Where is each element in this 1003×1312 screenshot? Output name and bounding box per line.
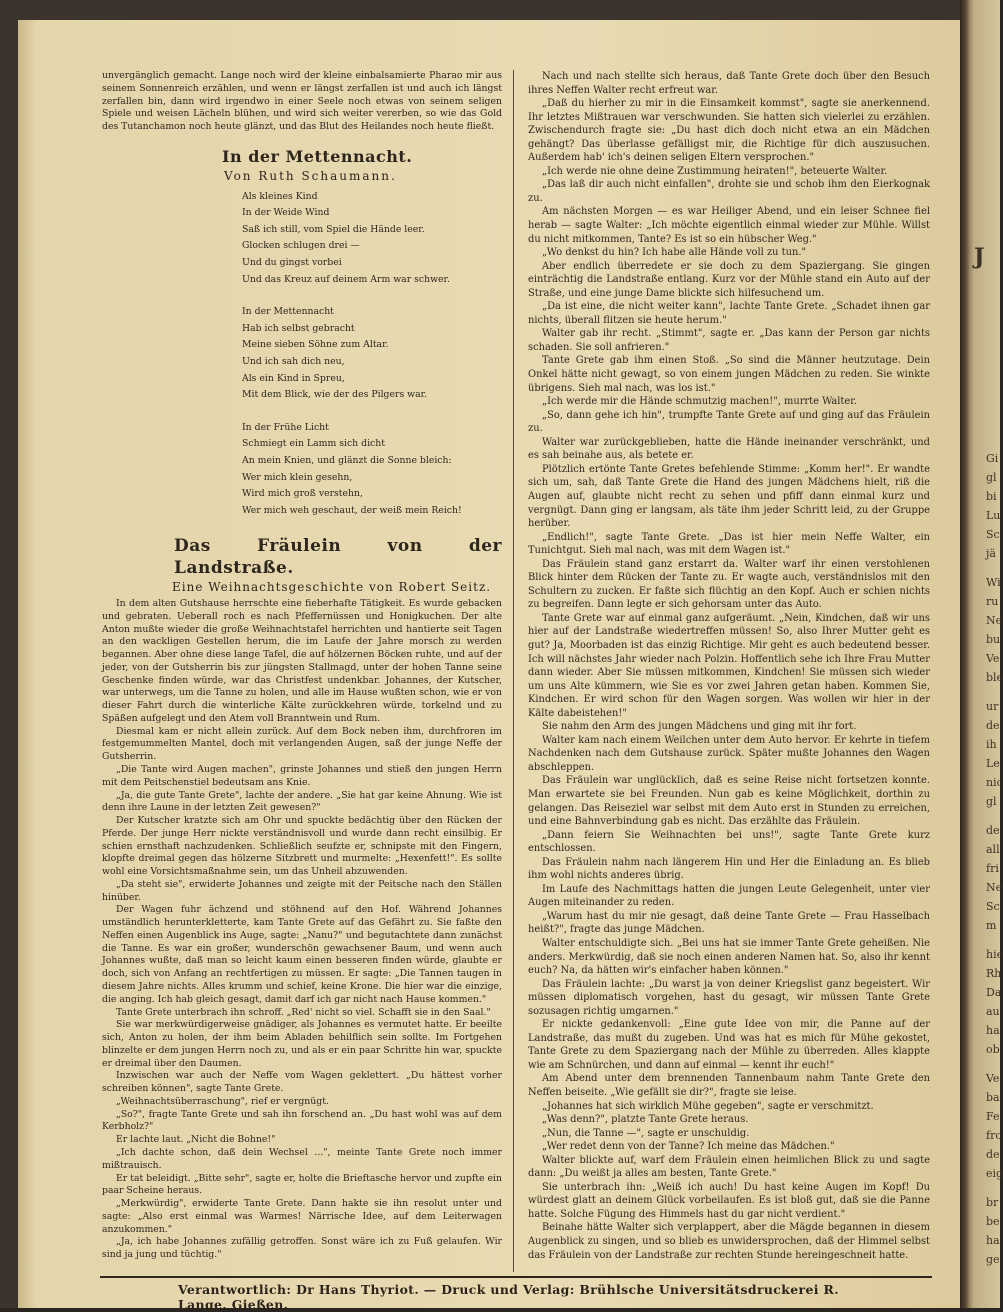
- poem-line: In der Mettennacht: [242, 306, 334, 318]
- story-paragraph: Das Fräulein lachte: „Du warst ja von deiner Kriegslist ganz begeistert. Wir müssen diplomatisch vorgehen, hast du gesagt, wir müssen Tante Grete sozusagen richtig umgarnen.": [528, 978, 930, 1017]
- poem-line: Als ein Kind in Spreu,: [242, 372, 345, 384]
- story-paragraph: „Dann feiern Sie Weihnachten bei uns!", sagte Tante Grete kurz entschlossen.: [528, 829, 930, 855]
- right-column: [528, 70, 930, 1262]
- story-paragraph: Am nächsten Morgen — es war Heiliger Abend, und ein leiser Schnee fiel herab — sagte Walter: „Ich möchte eigentlich einmal wieder zur Mühle. Willst du nicht mitkommen, Tante? Es ist so ein hübscher Weg.": [528, 206, 930, 245]
- story-paragraph: „So, dann gehe ich hin", trumpfte Tante Grete auf und ging auf das Fräulein zu.: [528, 409, 930, 435]
- story-body-right: [528, 70, 930, 1262]
- story-paragraph: „Johannes hat sich wirklich Mühe gegeben", sagte er verschmitzt.: [542, 1100, 874, 1112]
- right-page-fragment: Lu: [986, 509, 1001, 522]
- story-paragraph: Tante Grete gab ihm einen Stoß. „So sind die Männer heutzutage. Dein Onkel hätte nicht gewagt, so von einem jungen Mädchen zu reden. Sie winkte übrigens. Sieh mal nach, was los ist.": [528, 355, 930, 394]
- right-page-fragment: ur: [986, 700, 999, 713]
- poem-line: Und du gingst vorbei: [242, 256, 342, 268]
- story-paragraph: Inzwischen war auch der Neffe vom Wagen geklettert. „Du hättest vorher schreiben können", sagte Tante Grete.: [102, 1070, 502, 1095]
- poem-title: In der Mettennacht.: [222, 146, 413, 166]
- poem-line: In der Weide Wind: [242, 207, 330, 219]
- poem-line: Als kleines Kind: [242, 190, 318, 202]
- story-paragraph: Walter gab ihr recht. „Stimmt", sagte er. „Das kann der Person gar nichts schaden. Sie soll anfrieren.": [528, 328, 930, 353]
- story-paragraph: „Nun, die Tanne —", sagte er unschuldig.: [542, 1127, 750, 1139]
- story-paragraph: „Warum hast du mir nie gesagt, daß deine Tante Grete — Frau Hasselbach heißt?", fragte das junge Mädchen.: [528, 910, 930, 936]
- story-paragraph: Sie unterbrach ihn: „Weiß ich auch! Du hast keine Augen im Kopf! Du würdest glatt an deinem Glück vorbeilaufen. Es ist bloß gut, daß sie die Panne hatte. Solche Fügung des Himmels hast du gar nicht verdient.": [528, 1181, 930, 1220]
- poem-line: Und das Kreuz auf deinem Arm war schwer.: [242, 273, 450, 285]
- right-page-fragment: hie: [986, 948, 1003, 961]
- right-page-fragment: jä: [986, 547, 996, 560]
- right-page-fragment: fro: [986, 1129, 1002, 1142]
- right-page-fragment: ge: [986, 1253, 1000, 1266]
- right-page-fragment: ih: [986, 738, 997, 751]
- right-page-fragment: ble: [986, 671, 1003, 684]
- story-paragraph: Das Fräulein war unglücklich, daß es seine Reise nicht fortsetzen konnte. Man erwartete sie bei Freunden. Nun gab es keine Möglichkeit, dorthin zu gelangen. Das Reiseziel war selbst mit dem Auto erst in Stunden zu erreichen, und eine Bahnverbindung gab es nicht. Das erzählte das Fräulein.: [528, 775, 930, 828]
- story-byline: Eine Weihnachtsgeschichte von Robert Seitz.: [172, 580, 492, 595]
- right-page-fragment: ha: [986, 1024, 1000, 1037]
- right-page-fragment: ru: [986, 595, 999, 608]
- right-page-fragment: de: [986, 1148, 1000, 1161]
- story-paragraph: Er nickte gedankenvoll: „Eine gute Idee von mir, die Panne auf der Landstraße, das mußt du zugeben. Und was hat es mich für Mühe gekostet, Tante Grete zu dem Spaziergang nach der Mühle zu überreden. Alles klappte wie am Schnürchen, und dann auf einmal — kennt ihr euch!": [528, 1019, 930, 1071]
- story-paragraph: „Ja, die gute Tante Grete", lachte der andere. „Sie hat gar keine Ahnung. Wie ist denn ihre Laune in der letzten Zeit gewesen?": [102, 789, 502, 814]
- story-paragraph: „Endlich!", sagte Tante Grete. „Das ist hier mein Neffe Walter, ein Tunichtgut. Sieh mal nach, was mit dem Wagen ist.": [528, 531, 930, 557]
- right-page-fragment: Ne: [986, 614, 1003, 627]
- footer-rule: [100, 1276, 932, 1278]
- poem-byline: Von Ruth Schaumann.: [224, 168, 397, 183]
- story-title: Das Fräulein von der Landstraße.: [174, 536, 502, 579]
- right-page-fragment: bu: [986, 633, 1001, 646]
- right-page-edge: [972, 0, 1003, 1308]
- story-paragraph: Plötzlich ertönte Tante Gretes befehlende Stimme: „Komm her!". Er wandte sich um, sah, daß Tante Grete die Hand des jungen Mädchens hielt, riß die Augen auf, glaubte nicht recht zu sehen und pfiff dann einmal kurz und vergnügt. Dann ging er langsam, als täte ihm jeder Schritt leid, zu der Gruppe herüber.: [528, 463, 930, 530]
- story-paragraph: Der Kutscher kratzte sich am Ohr und spuckte bedächtig über den Rücken der Pferde. Der junge Herr nickte verständnisvoll und wurde dann recht einsilbig. Er schien ernsthaft nachzudenken. Schließlich seufzte er, schnipste mit den Fingern, klopfte dreimal gegen das hölzerne Sitzbrett und murmelte: „Hexenfett!". Es sollte wohl eine Vorsichtsmaßnahme sein, um das Unheil abzuwenden.: [102, 815, 502, 878]
- right-page-fragment: gl: [986, 471, 997, 484]
- story-paragraph: Walter kam nach einem Weilchen unter dem Auto hervor. Er kehrte in tiefem Nachdenken nach dem Gutshause zurück. Später mußte Johannes den Wagen abschleppen.: [528, 734, 930, 773]
- story-paragraph: „Was denn?", platzte Tante Grete heraus.: [542, 1114, 749, 1126]
- imprint-footer: Verantwortlich: Dr Hans Thyriot. — Druck und Verlag: Brühlsche Universitätsdruckerei R. Lange, Gießen.: [178, 1282, 839, 1312]
- right-page-fragment: Sc: [986, 900, 1000, 913]
- poem-line: Glocken schlugen drei —: [242, 240, 360, 252]
- story-paragraph: „Da steht sie", erwiderte Johannes und zeigte mit der Peitsche nach den Ställen hinüber.: [102, 878, 502, 903]
- story-paragraph: Tante Grete unterbrach ihn schroff. „Red' nicht so viel. Schafft sie in den Saal.": [116, 1006, 491, 1018]
- column-divider: [513, 70, 514, 1272]
- poem: [242, 189, 502, 520]
- story-paragraph: Sie nahm den Arm des jungen Mädchens und ging mit ihr fort.: [542, 721, 857, 733]
- right-page-fragment: eig: [986, 1167, 1003, 1180]
- right-page-fragment: ba: [986, 1091, 1000, 1104]
- right-page-fragment: ha: [986, 1234, 1000, 1247]
- right-page-fragment: de: [986, 719, 1000, 732]
- story-paragraph: Tante Grete war auf einmal ganz aufgeräumt. „Nein, Kindchen, daß wir uns hier auf der Landstraße wiedertreffen müssen! So, also Ihrer Mutter geht es gut? Ja, Moorbaden ist das einzig Richtige. Mir geht es auch bedeutend besser. Ich will nächstes Jahr wieder nach Polzin. Hoffentlich sehe ich Ihre Frau Mutter dann wieder. Aber Sie müssen mitkommen, Kindchen! Sie müssen sich wieder um uns Alte kümmern, wie Sie es vor zwei Jahren getan haben. Kommen Sie, Kindchen. Er wird schon für den Wagen sorgen. Was wollen wir hier in der Kälte dabeistehen!": [528, 612, 930, 719]
- story-paragraph: Beinahe hätte Walter sich verplappert, aber die Mägde begannen in diesem Augenblick zu singen, und so blieb es unwidersprochen, daß der Himmel selbst das Fräulein von der Landstraße zur rechten Stunde hereingeschneit hatte.: [528, 1222, 930, 1261]
- story-paragraph: „Wer redet denn von der Tanne? Ich meine das Mädchen.": [542, 1141, 835, 1153]
- story-paragraph: Walter entschuldigte sich. „Bei uns hat sie immer Tante Grete geheißen. Nie anders. Merkwürdig, daß sie noch einen anderen Namen hat. So, also ihr kennt euch? Na, da hätten wir's einfacher haben können.": [528, 938, 930, 977]
- story-paragraph: Sie war merkwürdigerweise gnädiger, als Johannes es vermutet hatte. Er beeilte sich, Anton zu holen, der ihm beim Abladen behilflich sein sollte. Im Fortgehen blinzelte er dem jungen Herrn noch zu, und als er ein paar Schritte hin war, spuckte er dreimal über den Daumen.: [102, 1019, 502, 1069]
- story-paragraph: In dem alten Gutshause herrschte eine fieberhafte Tätigkeit. Es wurde gebacken und gebraten. Ueberall roch es nach Pfeffernüssen und Honigkuchen. Der alte Anton mußte wieder die große Weihnachtstafel herrichten und hantierte seit Tagen an den wackligen Gestellen herum, die im Laufe der Jahre morsch zu werden begannen. Aber ohne diese lange Tafel, die auf hölzernen Böcken ruhte, und auf der jeder, von der Gutsherrin bis zur jüngsten Stallmagd, unter der hohen Tanne seine Geschenke finden würde, war das Christfest undenkbar. Johannes, der Kutscher, war unterwegs, um die Tanne zu holen, und alle im Hause wußten schon, wie er von dieser Fahrt durch die winterliche Kälte zurückkehren würde, torkelnd und zu Späßen aufgelegt und den Atem voll Branntwein und Rum.: [102, 598, 502, 724]
- story-paragraph: Diesmal kam er nicht allein zurück. Auf dem Bock neben ihm, durchfroren im festgemummelten Mantel, doch mit verlangenden Augen, saß der junge Neffe der Gutsherrin.: [102, 725, 502, 763]
- right-page-fragment: all: [986, 843, 1000, 856]
- story-paragraph: „Ich werde nie ohne deine Zustimmung heiraten!", beteuerte Walter.: [542, 165, 888, 177]
- story-paragraph: „Da ist eine, die nicht weiter kann", lachte Tante Grete. „Schadet ihnen gar nichts, überall flitzen sie heute herum.": [528, 301, 930, 326]
- story-paragraph: Am Abend unter dem brennenden Tannenbaum nahm Tante Grete den Neffen beiseite. „Wie gefällt sie dir?", fragte sie leise.: [528, 1073, 930, 1099]
- right-page-fragment: bi: [986, 490, 997, 503]
- left-column: [102, 70, 502, 1262]
- right-page-fragment: Ne: [986, 881, 1003, 894]
- poem-line: An mein Knien, und glänzt die Sonne bleich:: [242, 454, 452, 466]
- story-paragraph: Er tat beleidigt. „Bitte sehr", sagte er, holte die Brieftasche hervor und zupfte ein paar Scheine heraus.: [102, 1172, 502, 1197]
- story-paragraph: „Wo denkst du hin? Ich habe alle Hände voll zu tun.": [542, 247, 807, 259]
- right-page-fragment: ob: [986, 1043, 1000, 1056]
- right-page-fragment: J: [974, 244, 985, 270]
- poem-line: Hab ich selbst gebracht: [242, 322, 355, 334]
- poem-line: Wer mich weh geschaut, der weiß mein Reich!: [242, 504, 462, 516]
- poem-line: Saß ich still, vom Spiel die Hände leer.: [242, 223, 425, 235]
- story-paragraph: Das Fräulein stand ganz erstarrt da. Walter warf ihr einen verstohlenen Blick hinter dem Rücken der Tante zu. Er wagte auch, verständnislos mit den Schultern zu zucken. Er faßte sich flüchtig an den Kopf. Auch er schien nichts zu begreifen. Dann legte er sich gehorsam unter das Auto.: [528, 558, 930, 611]
- story-paragraph: „Daß du hierher zu mir in die Einsamkeit kommst", sagte sie anerkennend. Ihr letztes Mißtrauen war verschwunden. Sie hatten sich vielerlei zu erzählen. Zwischendurch fragte sie: „Du hast dich doch nicht etwa an ein Mädchen gehängt? Das überlasse gefälligst mir, die Richtige für dich auszusuchen. Außerdem hab' ich's deinen seligen Eltern versprochen.": [528, 98, 930, 164]
- right-page-fragment: Rh: [986, 967, 1002, 980]
- right-page-fragment: be: [986, 1215, 1000, 1228]
- story-paragraph: „Das laß dir auch nicht einfallen", drohte sie und schob ihm den Eierkognak zu.: [528, 179, 930, 204]
- story-paragraph: „Ja, ich habe Johannes zufällig getroffen. Sonst wäre ich zu Fuß gelaufen. Wir sind ja jung und tüchtig.": [102, 1236, 502, 1261]
- right-page-fragment: Da: [986, 986, 1002, 999]
- story-paragraph: „Weihnachtsüberraschung", rief er vergnügt.: [116, 1095, 329, 1107]
- right-page-fragment: nic: [986, 776, 1003, 789]
- poem-stanza-1: [242, 189, 502, 289]
- story-paragraph: „Die Tante wird Augen machen", grinste Johannes und stieß den jungen Herrn mit dem Peitschenstiel bedeutsam ans Knie.: [102, 764, 502, 788]
- poem-line: Wer mich klein gesehn,: [242, 471, 353, 483]
- story-paragraph: Aber endlich überredete er sie doch zu dem Spaziergang. Sie gingen einträchtig die Landstraße entlang. Kurz vor der Mühle stand ein Auto auf der Straße, und eine junge Dame blickte sich hilfesuchend um.: [528, 260, 930, 299]
- right-page-fragment: Fe: [986, 1110, 1000, 1123]
- poem-line: Meine sieben Söhne zum Altar.: [242, 339, 389, 351]
- poem-line: Und ich sah dich neu,: [242, 355, 345, 367]
- poem-stanza-2: [242, 304, 502, 404]
- story-paragraph: Walter war zurückgeblieben, hatte die Hände ineinander verschränkt, und es sah beinahe aus, als betete er.: [528, 436, 930, 462]
- right-page-fragment: Wi: [986, 576, 1001, 589]
- story-paragraph: Er lachte laut. „Nicht die Bohne!": [116, 1134, 276, 1146]
- right-page-fragment: m: [986, 919, 997, 932]
- right-page-fragment: Gi: [986, 452, 999, 465]
- story-paragraph: „Merkwürdig", erwiderte Tante Grete. Dann hakte sie ihn resolut unter und sagte: „Also erst einmal was Warmes! Närrische Idee, auf dem Leiterwagen anzukommen.": [102, 1198, 502, 1235]
- story-paragraph: Das Fräulein nahm nach längerem Hin und Her die Einladung an. Es blieb ihm wohl nichts anderes übrig.: [528, 856, 930, 882]
- poem-stanza-3: [242, 420, 502, 520]
- intro-paragraph: unvergänglich gemacht. Lange noch wird der kleine einbalsamierte Pharao mir aus seinem Sonnenreich erzählen, und wenn er längst zerfallen ist und auch ich längst zerfallen bin, dann wird irgendwo in einer Seele noch etwas von seinem seligen Spiele und weisen Lächeln blühen, und wird sich weiter vererben, so wie das Gold des Tutanchamon noch heute glänzt, und das Blut des Heilandes noch heute fließt.: [102, 70, 502, 133]
- poem-line: In der Frühe Licht: [242, 421, 329, 433]
- right-page-fragment: au: [986, 1005, 1000, 1018]
- story-paragraph: „So?", fragte Tante Grete und sah ihn forschend an. „Du hast wohl was auf dem Kerbholz?": [102, 1108, 502, 1133]
- story-paragraph: Der Wagen fuhr ächzend und stöhnend auf den Hof. Während Johannes umständlich herunterkletterte, kam Tante Grete auf das Gefährt zu. Sie faßte den Neffen einen Augenblick ins Auge, sagte: „Nanu?" und begutachtete dann zunächst die Tanne. Es war ein großer, wunderschön gewachsener Baum, und wenn auch Johannes wußte, daß man so leicht kaum einen besseren finden würde, glaubte er doch, sich von Anfang an rechtfertigen zu müssen. Er sagte: „Die Tannen taugen in diesem Jahre nichts. Alles krumm und schief, keine Krone. Die hier war die einzige, die anging. Ich hab gleich gesagt, damit darf ich gar nicht nach Hause kommen.": [102, 904, 502, 1005]
- poem-line: Mit dem Blick, wie der des Pilgers war.: [242, 389, 428, 401]
- right-page-fragment: Sc: [986, 528, 1000, 541]
- poem-line: Wird mich groß verstehn,: [242, 488, 363, 500]
- story-paragraph: „Ich werde mir die Hände schmutzig machen!", murrte Walter.: [542, 396, 858, 408]
- story-paragraph: Im Laufe des Nachmittags hatten die jungen Leute Gelegenheit, unter vier Augen miteinander zu reden.: [528, 883, 930, 909]
- right-page-fragment: Ve: [986, 1072, 1000, 1085]
- story-paragraph: Nach und nach stellte sich heraus, daß Tante Grete doch über den Besuch ihres Neffen Walter recht erfreut war.: [528, 71, 930, 96]
- story-body-left: [102, 598, 502, 1262]
- right-page-fragment: Le: [986, 757, 1000, 770]
- right-page-fragment: de: [986, 824, 1000, 837]
- story-paragraph: „Ich dachte schon, daß dein Wechsel ...", meinte Tante Grete noch immer mißtrauisch.: [102, 1146, 502, 1171]
- right-page-fragment: br: [986, 1196, 999, 1209]
- right-page-fragment: Ve: [986, 652, 1000, 665]
- story-paragraph: Walter blickte auf, warf dem Fräulein einen heimlichen Blick zu und sagte dann: „Du weißt ja alles am besten, Tante Grete.": [528, 1154, 930, 1180]
- right-page-fragment: fri: [986, 862, 999, 875]
- poem-line: Schmiegt ein Lamm sich dicht: [242, 438, 385, 450]
- right-page-fragment: gl: [986, 795, 997, 808]
